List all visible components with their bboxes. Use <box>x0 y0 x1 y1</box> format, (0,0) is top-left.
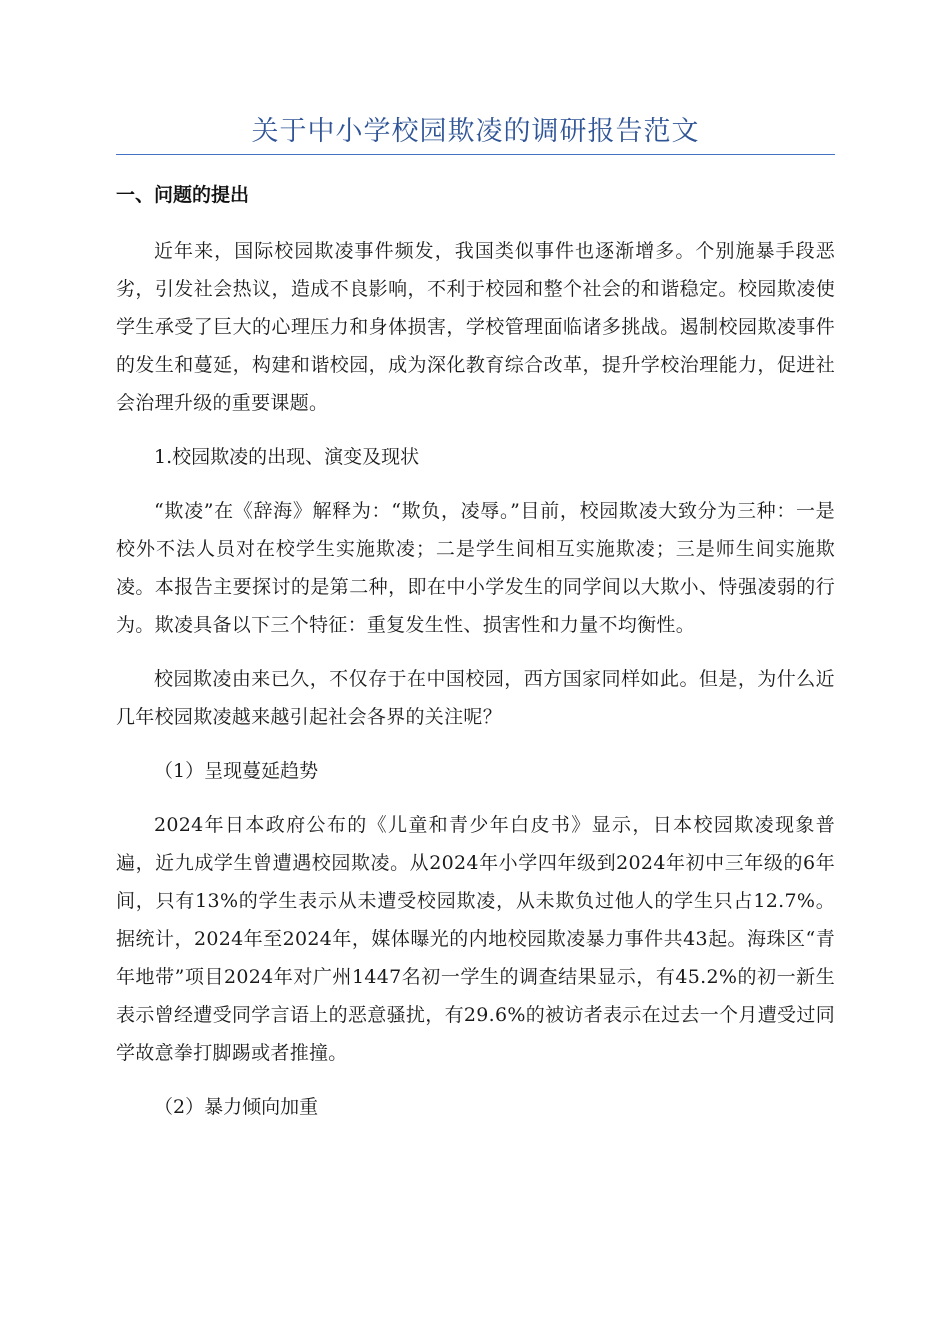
paragraph-statistics: 2024年日本政府公布的《儿童和青少年白皮书》显示，日本校园欺凌现象普遍，近九成学生曾遭遇校园欺凌。从2024年小学四年级到2024年初中三年级的6年间，只有13%的学生表示从未遭受校园欺凌，从未欺负过他人的学生只占12.7%。据统计，2024年至2024年，媒体曝光的内地校园欺凌暴力事件共43起。海珠区“青年地带”项目2024年对广州1447名初一学生的调查结果显示，有45.2%的初一新生表示曾经遭受同学言语上的恶意骚扰，有29.6%的被访者表示在过去一个月遭受过同学故意拳打脚踢或者推撞。 <box>116 814 835 1064</box>
document-title: 关于中小学校园欺凌的调研报告范文 <box>251 116 700 147</box>
paragraph-question: 校园欺凌由来已久，不仅存于在中国校园，西方国家同样如此。但是，为什么近几年校园欺凌越来越引起社会各界的关注呢？ <box>116 668 835 728</box>
paragraph-intro: 近年来，国际校园欺凌事件频发，我国类似事件也逐渐增多。个别施暴手段恶劣，引发社会热议，造成不良影响，不利于校园和整个社会的和谐稳定。校园欺凌使学生承受了巨大的心理压力和身体损害，学校管理面临诸多挑战。遏制校园欺凌事件的发生和蔓延，构建和谐校园，成为深化教育综合改革，提升学校治理能力，促进社会治理升级的重要课题。 <box>116 240 835 414</box>
document-body <box>116 176 835 1142</box>
subheading-spread-trend: （1）呈现蔓延趋势 <box>154 760 319 782</box>
section-heading: 一、问题的提出 <box>116 184 250 206</box>
subheading-violence: （2）暴力倾向加重 <box>154 1096 319 1118</box>
subheading-origin: 1.校园欺凌的出现、演变及现状 <box>154 446 420 468</box>
paragraph-definition: “欺凌”在《辞海》解释为：“欺负，凌辱。”目前，校园欺凌大致分为三种：一是校外不法人员对在校学生实施欺凌；二是学生间相互实施欺凌；三是师生间实施欺凌。本报告主要探讨的是第二种，即在中小学发生的同学间以大欺小、恃强凌弱的行为。欺凌具备以下三个特征：重复发生性、损害性和力量不均衡性。 <box>116 500 835 636</box>
title-underline <box>116 154 835 155</box>
